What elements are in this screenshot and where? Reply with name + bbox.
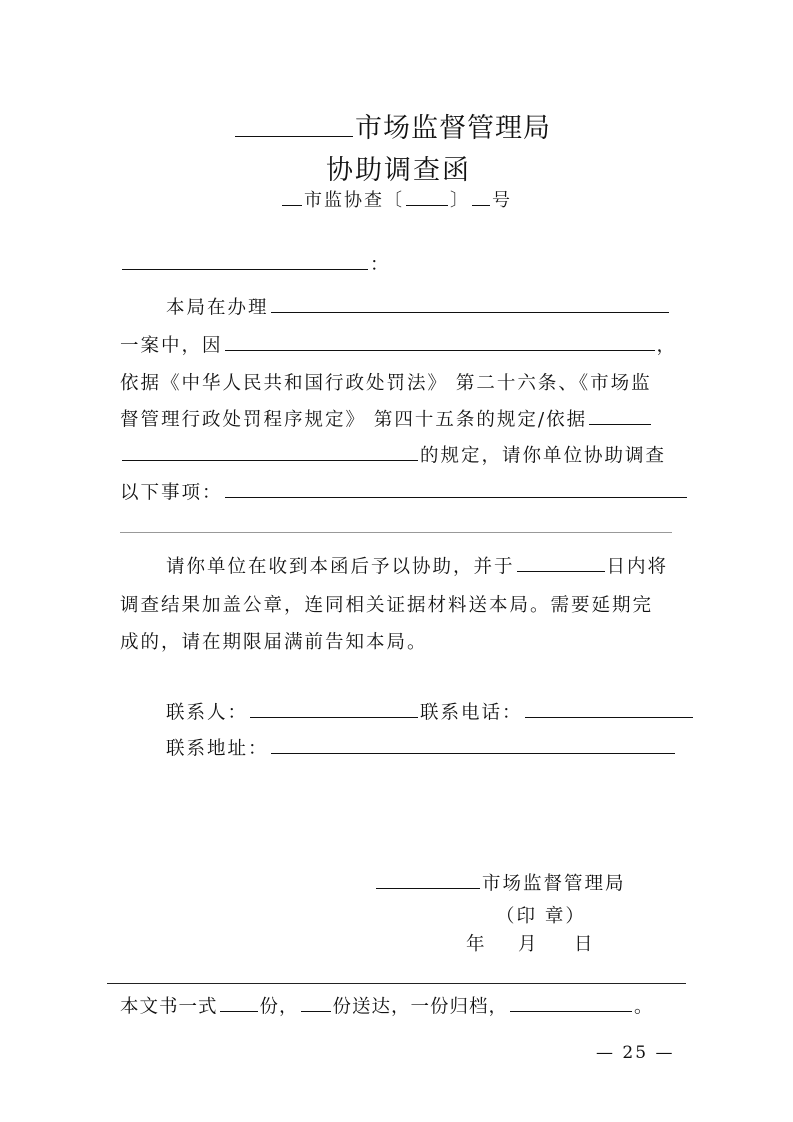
docno-year-blank[interactable] <box>406 186 448 206</box>
footer-divider <box>107 983 686 984</box>
days-blank[interactable] <box>517 552 605 572</box>
contact-phone-blank[interactable] <box>525 698 693 718</box>
other-copies-blank[interactable] <box>510 992 632 1012</box>
signature-org: 市场监督管理局 <box>374 869 626 895</box>
docno-prefix-blank[interactable] <box>282 186 302 206</box>
para2-line3: 成的，请在期限届满前告知本局。 <box>120 632 428 653</box>
seal-label: （印 章） <box>496 906 586 927</box>
para1-line3: 依据《中华人民共和国行政处罚法》 第二十六条、《市场监 <box>120 373 652 394</box>
document-title: 协助调查函 <box>326 155 471 186</box>
legal-basis-blank-2[interactable] <box>122 441 418 461</box>
page-number: — 25 — <box>596 1043 675 1063</box>
date-month: 月 <box>518 934 539 955</box>
addressee-line: ： <box>120 250 391 276</box>
para2-line1: 请你单位在收到本函后予以协助，并于 日内将 <box>166 552 668 578</box>
matters-divider <box>120 532 672 533</box>
document-header <box>233 106 551 145</box>
para1-line5: 的规定，请你单位协助调查 <box>120 441 666 467</box>
docno-seq-blank[interactable] <box>472 186 490 206</box>
address-line: 联系地址： <box>166 734 677 760</box>
para2-line2: 调查结果加盖公章，连同相关证据材料送本局。需要延期完 <box>120 595 654 616</box>
para1-line4: 督管理行政处罚程序规定》 第四十五条的规定/依据 <box>120 405 653 431</box>
total-copies-blank[interactable] <box>220 992 258 1012</box>
date-day: 日 <box>574 934 595 955</box>
addressee-blank[interactable] <box>122 250 368 270</box>
document-number: 市监协查〔 〕 号 <box>280 186 512 212</box>
para1-line6: 以下事项： <box>120 478 689 504</box>
copies-note: 本文书一式 份， 份送达，一份归档， 。 <box>120 992 654 1018</box>
contact-person-blank[interactable] <box>250 698 418 718</box>
legal-basis-blank-1[interactable] <box>589 405 651 425</box>
reason-blank[interactable] <box>225 331 655 351</box>
contact-line: 联系人： 联系电话： <box>166 698 695 724</box>
org-suffix: 市场监督管理局 <box>355 113 551 144</box>
para1-line1: 本局在办理 <box>166 293 671 319</box>
matters-blank[interactable] <box>225 478 687 498</box>
case-name-blank[interactable] <box>271 293 669 313</box>
date-year: 年 <box>466 934 487 955</box>
served-copies-blank[interactable] <box>301 992 331 1012</box>
org-name-blank[interactable] <box>235 108 353 137</box>
para1-line2: 一案中，因 ， <box>120 331 677 357</box>
contact-address-blank[interactable] <box>271 734 675 754</box>
signature-org-blank[interactable] <box>376 869 480 889</box>
